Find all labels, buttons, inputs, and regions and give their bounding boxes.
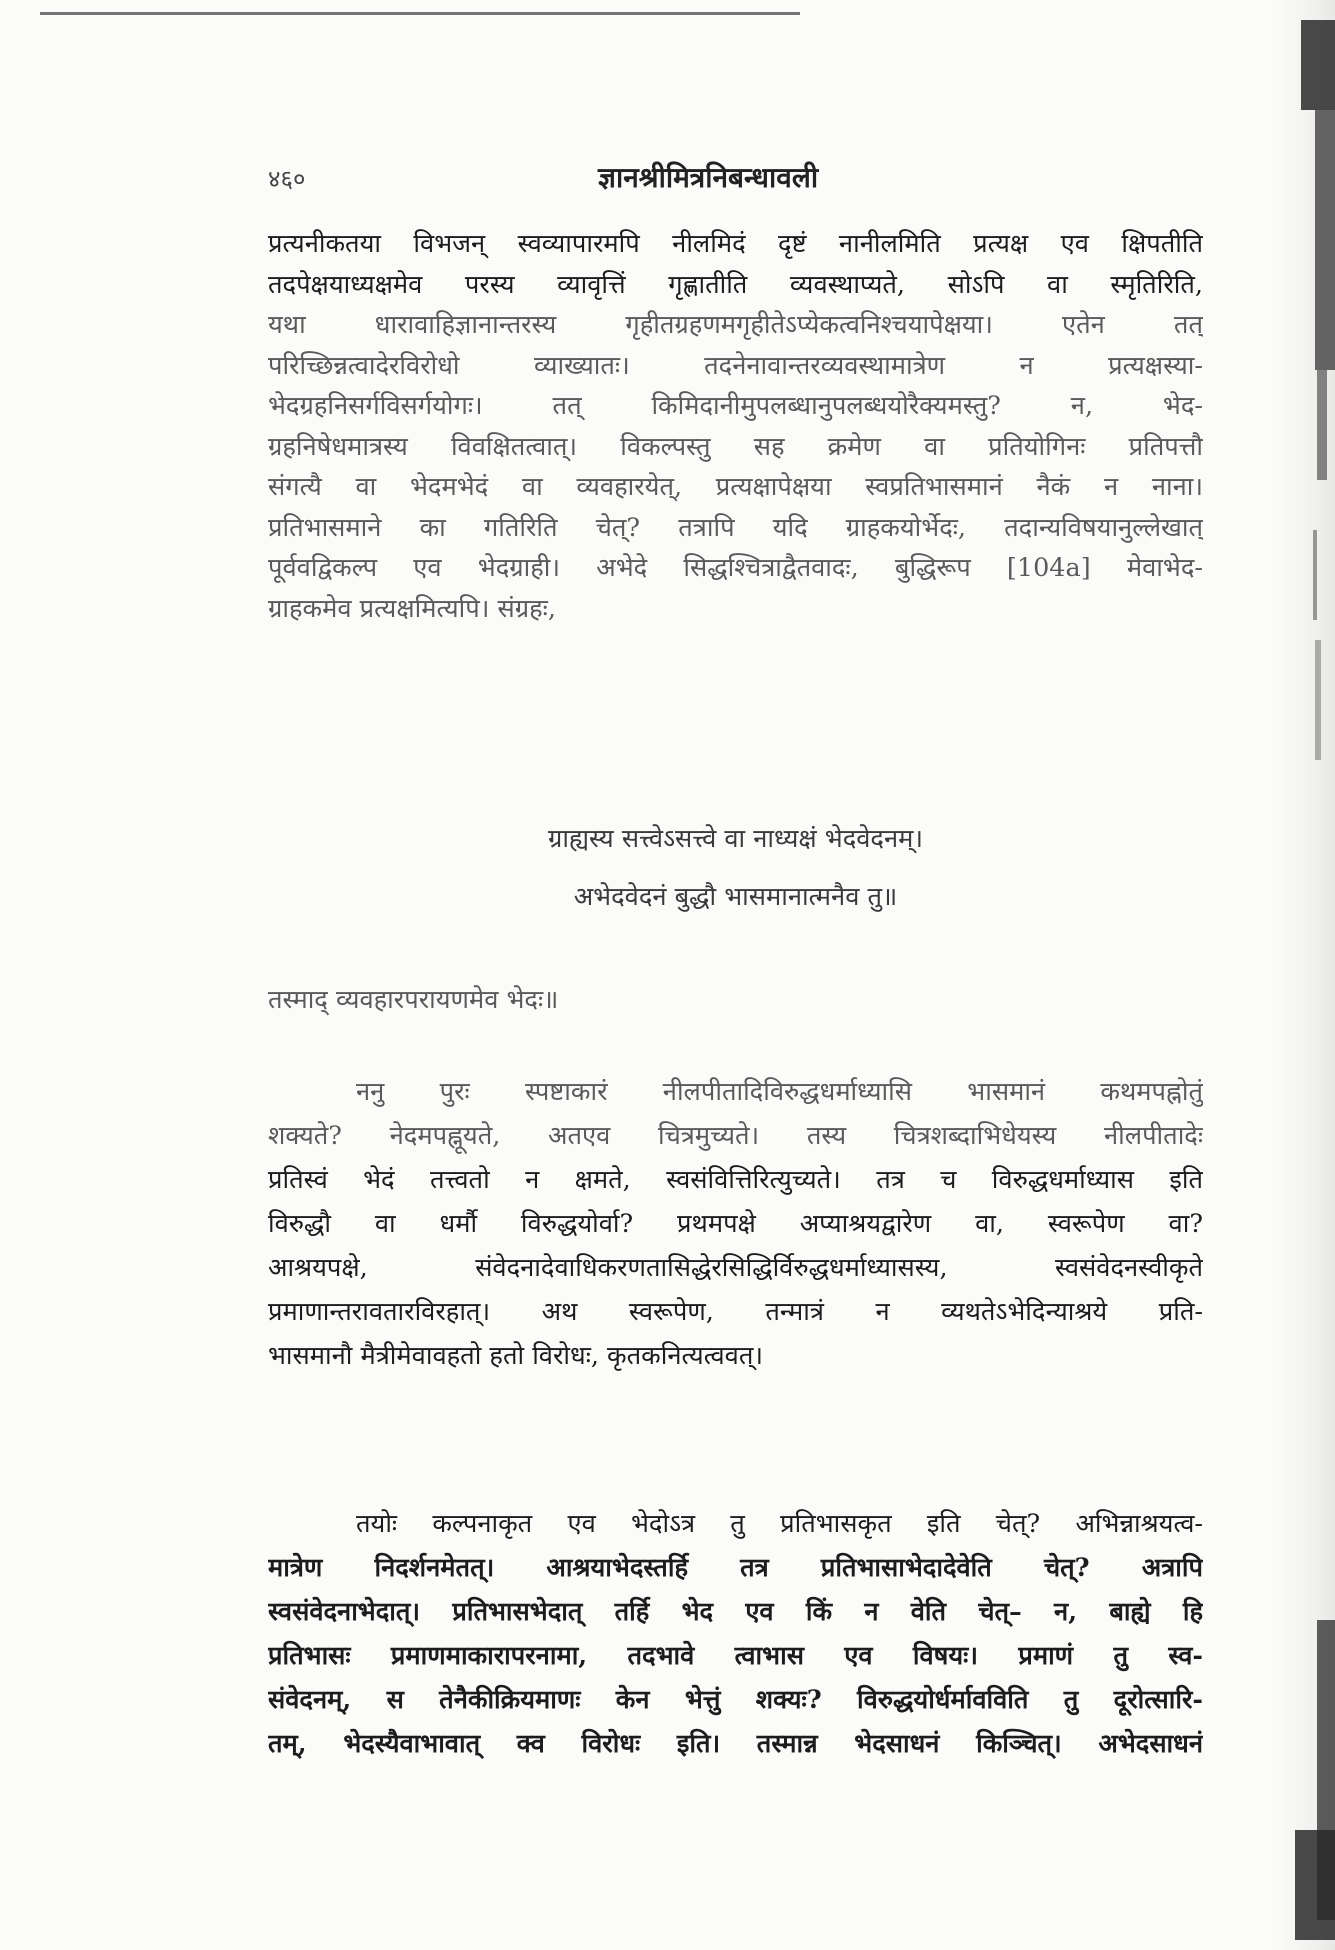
paragraph-3 xyxy=(268,1502,1203,1766)
text-line: ननु पुरः स्पष्टाकारं नीलपीतादिविरुद्धधर्माध्यासि भासमानं कथमपह्नोतुं xyxy=(356,1077,1203,1107)
text-line: पूर्ववद्विकल्प एव भेदग्राही। अभेदे सिद्धश्चित्राद्वैतवादः, बुद्धिरूप [104a] मेवाभेद- xyxy=(268,553,1203,583)
scan-edge-mark xyxy=(1301,20,1335,110)
text-line: प्रत्यनीकतया विभजन् स्वव्यापारमपि नीलमिदं दृष्टं नानीलमिति प्रत्यक्ष एव क्षिपतीति xyxy=(268,229,1203,259)
text-line: संवेदनम्, स तेनैकीक्रियमाणः केन भेत्तुं शक्यः? विरुद्धयोर्धर्मावविति तु दूरोत्सारि- xyxy=(268,1685,1203,1715)
text-line: प्रमाणान्तरावतारविरहात्। अथ स्वरूपेण, तन्मात्रं न व्यथतेऽभेदिन्याश्रये प्रति- xyxy=(268,1297,1203,1327)
text-line: तस्माद् व्यवहारपरायणमेव भेदः॥ xyxy=(268,985,559,1015)
verse xyxy=(268,810,1203,926)
text-line: तम्, भेदस्यैवाभावात् क्व विरोधः इति। तस्मान्न भेदसाधनं किञ्चित्। अभेदसाधनं xyxy=(268,1729,1203,1759)
verse-line: अभेदवेदनं बुद्धौ भासमानात्मनैव तु॥ xyxy=(573,882,898,912)
scan-edge-mark xyxy=(1295,1830,1335,1940)
text-line: प्रतिस्वं भेदं तत्त्वतो न क्षमते, स्वसंवित्तिरित्युच्यते। तत्र च विरुद्धधर्माध्यास इति xyxy=(268,1165,1203,1195)
text-line: आश्रयपक्षे, संवेदनादेवाधिकरणतासिद्धेरसिद्धिर्विरुद्धधर्माध्यासस्य, स्वसंवेदनस्वीकृते xyxy=(268,1253,1203,1283)
text-line: ग्रहनिषेधमात्रस्य विवक्षितत्वात्। विकल्पस्तु सह क्रमेण वा प्रतियोगिनः प्रतिपत्तौ xyxy=(268,431,1203,462)
text-line: प्रतिभासमाने का गतिरिति चेत्? तत्रापि यदि ग्राहकयोर्भेदः, तदान्यविषयानुल्लेखात् xyxy=(268,512,1203,543)
scan-edge-mark xyxy=(1313,530,1317,620)
text-line: ग्राहकमेव प्रत्यक्षमित्यपि। संग्रहः, xyxy=(268,593,556,624)
text-line: शक्यते? नेदमपह्नूयते, अतएव चित्रमुच्यते। तस्य चित्रशब्दाभिधेयस्य नीलपीतादेः xyxy=(268,1121,1203,1151)
text-line: स्वसंवेदनाभेदात्। प्रतिभासभेदात् तर्हि भेद एव किं न वेति चेत्– न, बाह्ये हि xyxy=(268,1597,1203,1627)
page-number: ४६० xyxy=(268,165,306,193)
text-line: तदपेक्षयाध्यक्षमेव परस्य व्यावृत्तिं गृह्णातीति व्यवस्थाप्यते, सोऽपि वा स्मृतिरिति, xyxy=(268,269,1203,300)
text-line: मात्रेण निदर्शनमेतत्। आश्रयाभेदस्तर्हि तत्र प्रतिभासाभेदादेवेति चेत्? अत्रापि xyxy=(268,1553,1203,1583)
verse-line: ग्राह्यस्य सत्त्वेऽसत्त्वे वा नाध्यक्षं भेदवेदनम्। xyxy=(547,824,924,854)
text-line: तयोः कल्पनाकृत एव भेदोऽत्र तु प्रतिभासकृत इति चेत्? अभिन्नाश्रयत्व- xyxy=(356,1509,1203,1539)
scan-edge-mark xyxy=(1315,110,1335,370)
page-title: ज्ञानश्रीमित्रनिबन्धावली xyxy=(598,161,819,194)
conclusion xyxy=(268,980,1203,1021)
text-line: भासमानौ मैत्रीमेवावहतो हतो विरोधः, कृतकनित्यत्ववत्। xyxy=(268,1341,764,1371)
text-line: भेदग्रहनिसर्गविसर्गयोगः। तत् किमिदानीमुपलब्धानुपलब्धयोरैक्यमस्तु? न, भेद- xyxy=(268,391,1203,421)
text-line: संगत्यै वा भेदमभेदं वा व्यवहारयेत्, प्रत्यक्षापेक्षया स्वप्रतिभासमानं नैकं न नाना। xyxy=(268,472,1203,502)
text-line: यथा धारावाहिज्ञानान्तरस्य गृहीतग्रहणमगृहीतेऽप्येकत्वनिश्चयापेक्षया। एतेन तत् xyxy=(268,310,1203,340)
top-rule xyxy=(40,12,800,15)
scan-edge-mark xyxy=(1317,370,1327,480)
paragraph-1 xyxy=(268,224,1203,629)
running-head xyxy=(268,158,1203,198)
text-line: विरुद्धौ वा धर्मौ विरुद्धयोर्वा? प्रथमपक्षे अप्याश्रयद्वारेण वा, स्वरूपेण वा? xyxy=(268,1209,1203,1239)
text-line: प्रतिभासः प्रमाणमाकारापरनामा, तदभावे त्वाभास एव विषयः। प्रमाणं तु स्व- xyxy=(268,1641,1203,1671)
text-line: परिच्छिन्नत्वादेरविरोधो व्याख्यातः। तदनेनावान्तरव्यवस्थामात्रेण न प्रत्यक्षस्या- xyxy=(268,350,1203,381)
paragraph-2 xyxy=(268,1070,1203,1378)
scan-edge-mark xyxy=(1315,640,1321,760)
